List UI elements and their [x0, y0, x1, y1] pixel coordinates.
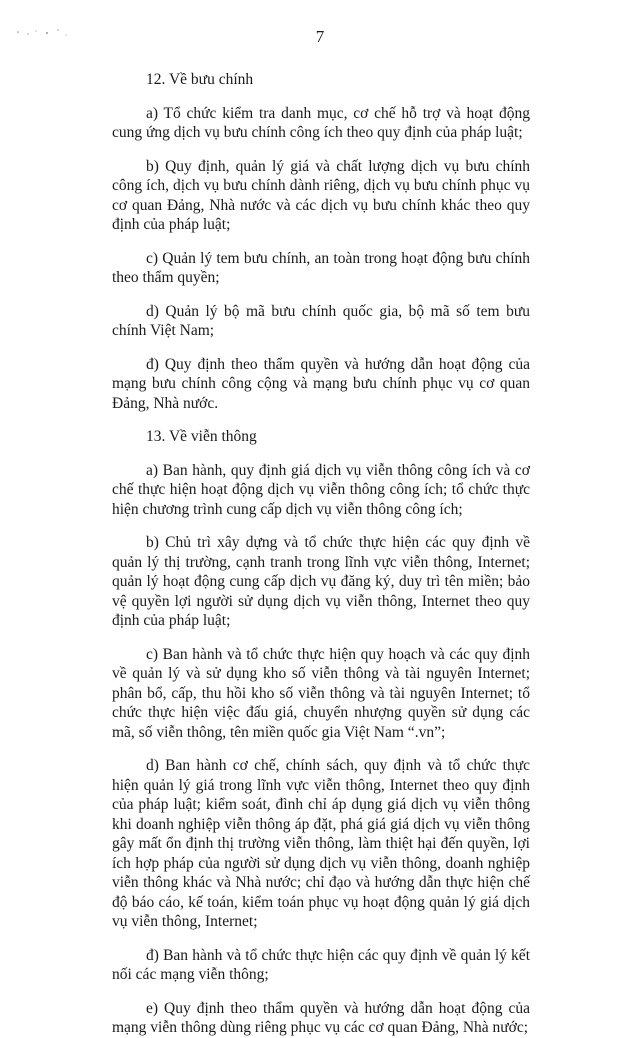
telecom-item-c: c) Ban hành và tổ chức thực hiện quy hoạch và các quy định về quản lý và sử dụng kho số viễn thông và tài nguyên Internet; phân bổ, cấp, thu hồi kho số viễn thông và tài nguyên Internet; tổ chức thực hiện việc đấu giá, chuyển nhượng quyền sử dụng các mã, số viễn thông, tên miền quốc gia Việt Nam “.vn”; — [112, 645, 530, 741]
postal-item-b: b) Quy định, quản lý giá và chất lượng dịch vụ bưu chính công ích, dịch vụ bưu chính dành riêng, dịch vụ bưu chính phục vụ cơ quan Đảng, Nhà nước và các dịch vụ bưu chính khác theo quy định của pháp luật; — [112, 157, 530, 233]
section-heading-telecom: 13. Về viễn thông — [146, 428, 257, 445]
telecom-item-d: d) Ban hành cơ chế, chính sách, quy định và tổ chức thực hiện quản lý giá trong lĩnh vực viễn thông, Internet theo quy định của pháp luật; kiểm soát, đình chỉ áp dụng giá dịch vụ viễn thông khi doanh nghiệp viễn thông áp đặt, phá giá giá dịch vụ viễn thông gây mất ổn định thị trường viễn thông, làm thiệt hại đến quyền, lợi ích hợp pháp của người sử dụng dịch vụ viễn thông, doanh nghiệp viễn thông khác và Nhà nước; chỉ đạo và hướng dẫn thực hiện chế độ báo cáo, kế toán, kiểm toán phục vụ hoạt động quản lý giá dịch vụ viễn thông, Internet; — [112, 757, 530, 930]
telecom-item-a: a) Ban hành, quy định giá dịch vụ viễn thông công ích và cơ chế thực hiện hoạt động dịch vụ viễn thông công ích; tổ chức thực hiện chương trình cung cấp dịch vụ viễn thông công ích; — [112, 461, 530, 518]
postal-item-d: d) Quản lý bộ mã bưu chính quốc gia, bộ mã số tem bưu chính Việt Nam; — [112, 302, 530, 339]
page-number: 7 — [315, 27, 325, 46]
postal-item-c: c) Quản lý tem bưu chính, an toàn trong hoạt động bưu chính theo thẩm quyền; — [112, 249, 530, 286]
document-body — [112, 70, 530, 1038]
telecom-item-b: b) Chủ trì xây dựng và tổ chức thực hiện các quy định về quản lý thị trường, cạnh tranh trong lĩnh vực viễn thông, Internet; quản lý hoạt động cung cấp dịch vụ đăng ký, duy trì tên miền; bảo vệ quyền lợi người sử dụng dịch vụ viễn thông, Internet theo quy định của pháp luật; — [112, 534, 530, 629]
section-heading-postal: 12. Về bưu chính — [146, 71, 254, 88]
telecom-item-dd: đ) Ban hành và tổ chức thực hiện các quy định về quản lý kết nối các mạng viễn thông; — [112, 946, 530, 983]
postal-item-a: a) Tổ chức kiểm tra danh mục, cơ chế hỗ trợ và hoạt động cung ứng dịch vụ bưu chính công ích theo quy định của pháp luật; — [112, 104, 530, 141]
telecom-item-e: e) Quy định theo thẩm quyền và hướng dẫn hoạt động của mạng viễn thông dùng riêng phục vụ các cơ quan Đảng, Nhà nước; — [112, 999, 530, 1036]
postal-item-dd: đ) Quy định theo thẩm quyền và hướng dẫn hoạt động của mạng bưu chính công cộng và mạng bưu chính phục vụ cơ quan Đảng, Nhà nước. — [112, 355, 530, 412]
